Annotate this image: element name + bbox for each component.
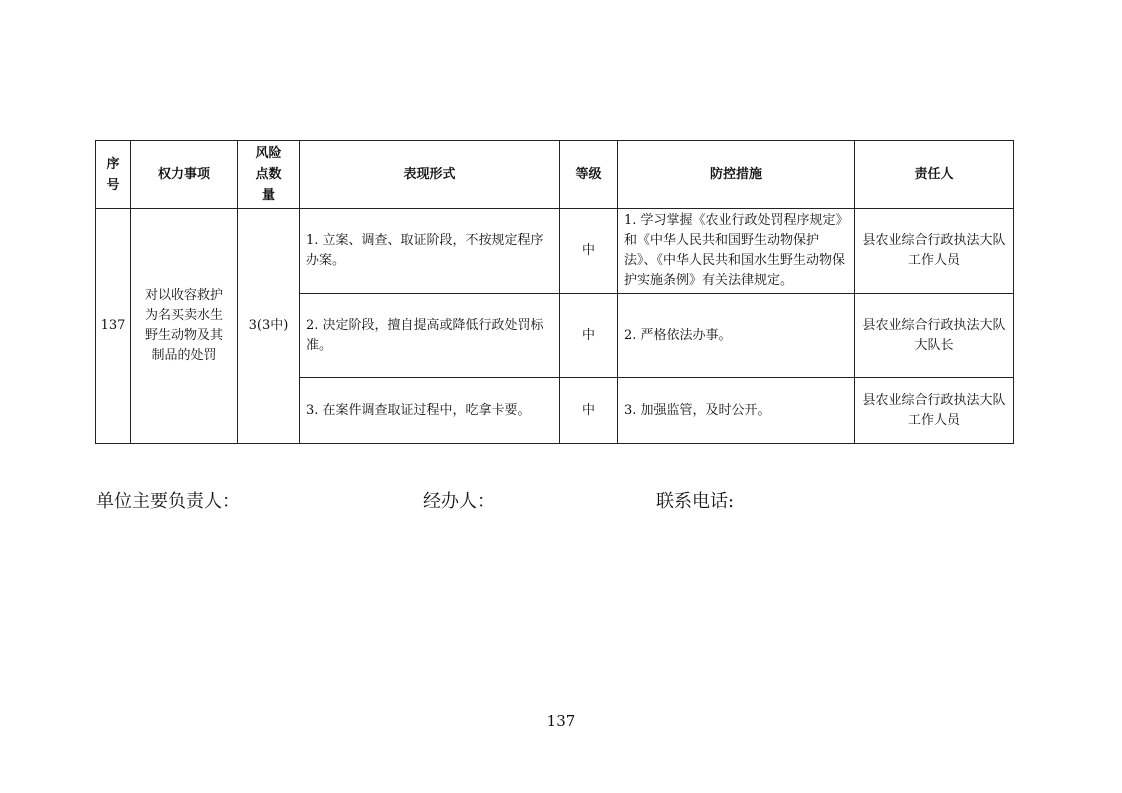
- cell-measures: 1. 学习掌握《农业行政处罚程序规定》和《中华人民共和国野生动物保护法》、《中华人民共和国水生野生动物保护实施条例》有关法律规定。: [618, 209, 855, 294]
- table-row: [96, 209, 1014, 294]
- cell-manifestation: 3. 在案件调查取证过程中，吃拿卡要。: [300, 378, 560, 444]
- header-responsible: 责任人: [855, 141, 1014, 209]
- cell-risk-count: 3(3中): [238, 209, 300, 444]
- cell-manifestation: 1. 立案、调查、取证阶段，不按规定程序办案。: [300, 209, 560, 294]
- header-power-item: 权力事项: [131, 141, 238, 209]
- cell-measures: 2. 严格依法办事。: [618, 294, 855, 378]
- cell-level: 中: [560, 209, 618, 294]
- unit-head-label: 单位主要负责人：: [96, 491, 240, 512]
- header-manifestation: 表现形式: [300, 141, 560, 209]
- header-measures: 防控措施: [618, 141, 855, 209]
- header-level: 等级: [560, 141, 618, 209]
- header-seq: 序号: [96, 141, 131, 209]
- cell-seq: 137: [96, 209, 131, 444]
- cell-power-item: 对以收容救护为名买卖水生野生动物及其制品的处罚: [131, 209, 238, 444]
- cell-responsible: 县农业综合行政执法大队工作人员: [855, 378, 1014, 444]
- cell-level: 中: [560, 378, 618, 444]
- handler-label: 经办人：: [423, 491, 495, 512]
- phone-label: 联系电话:: [656, 491, 735, 512]
- cell-level: 中: [560, 294, 618, 378]
- page-number: 137: [546, 712, 576, 730]
- cell-manifestation: 2. 决定阶段，擅自提高或降低行政处罚标准。: [300, 294, 560, 378]
- cell-responsible: 县农业综合行政执法大队大队长: [855, 294, 1014, 378]
- cell-measures: 3. 加强监管，及时公开。: [618, 378, 855, 444]
- header-risk-count: 风险点数量: [238, 141, 300, 209]
- risk-control-table: [95, 140, 1014, 444]
- cell-responsible: 县农业综合行政执法大队工作人员: [855, 209, 1014, 294]
- table-header-row: [96, 141, 1014, 209]
